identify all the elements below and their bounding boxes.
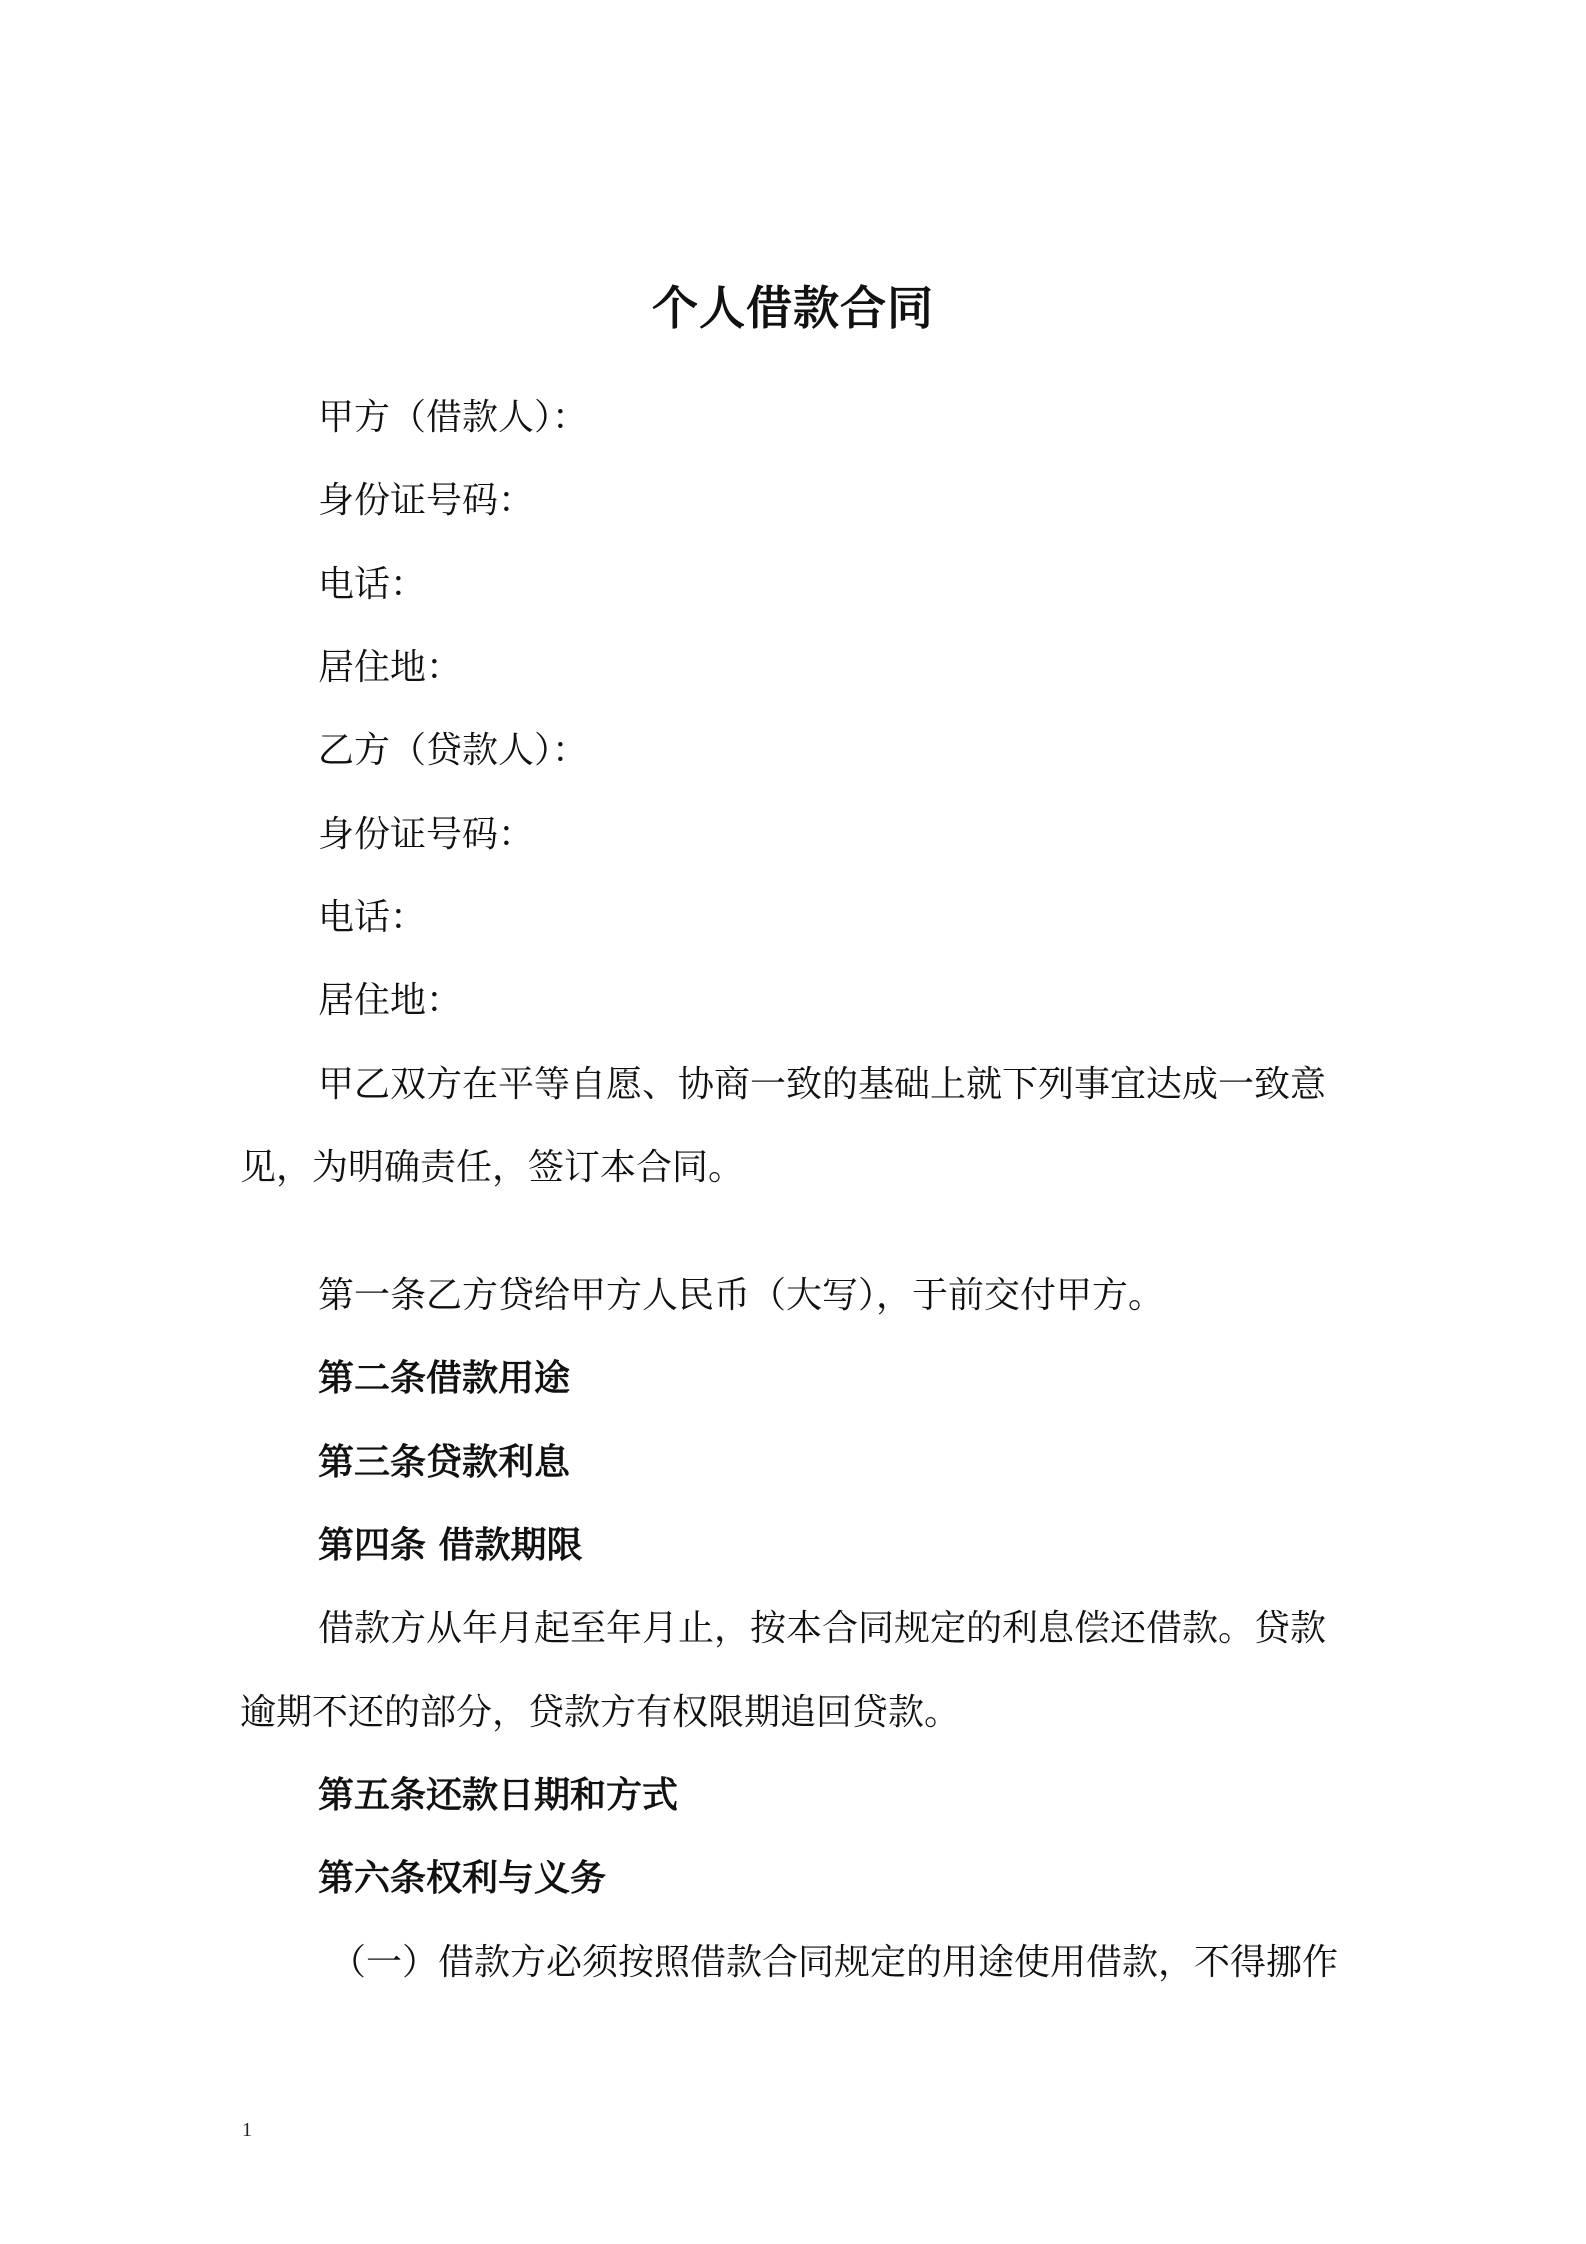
party-a-label: 甲方（借款人）： bbox=[318, 397, 589, 438]
party-a-phone-label: 电话： bbox=[318, 564, 427, 605]
article-6-item-1: （一）借款方必须按照借款合同规定的用途使用借款，不得挪作 bbox=[330, 1942, 1339, 1983]
article-3-heading: 第三条贷款利息 bbox=[318, 1442, 571, 1483]
party-a-residence-label: 居住地： bbox=[318, 647, 463, 688]
party-b-residence-label: 居住地： bbox=[318, 980, 463, 1021]
article-5-heading: 第五条还款日期和方式 bbox=[318, 1775, 679, 1816]
page-number: 1 bbox=[242, 2119, 252, 2141]
party-b-id-number-label: 身份证号码： bbox=[318, 814, 535, 855]
preamble-line-1: 甲乙双方在平等自愿、协商一致的基础上就下列事宜达成一致意 bbox=[318, 1064, 1327, 1105]
party-b-label: 乙方（贷款人）： bbox=[318, 730, 589, 771]
party-b-phone-label: 电话： bbox=[318, 897, 427, 938]
article-4-heading: 第四条 借款期限 bbox=[318, 1525, 583, 1566]
party-a-id-number-label: 身份证号码： bbox=[318, 480, 535, 521]
preamble-line-2: 见，为明确责任，签订本合同。 bbox=[240, 1147, 745, 1188]
article-4-body-line-1: 借款方从年月起至年月止，按本合同规定的利息偿还借款。贷款 bbox=[318, 1608, 1327, 1649]
article-4-body-line-2: 逾期不还的部分，贷款方有权限期追回贷款。 bbox=[240, 1692, 961, 1733]
article-2-heading: 第二条借款用途 bbox=[318, 1358, 571, 1399]
document-title: 个人借款合同 bbox=[652, 281, 934, 335]
article-6-heading: 第六条权利与义务 bbox=[318, 1858, 607, 1899]
article-1: 第一条乙方贷给甲方人民币（大写），于前交付甲方。 bbox=[318, 1275, 1165, 1316]
